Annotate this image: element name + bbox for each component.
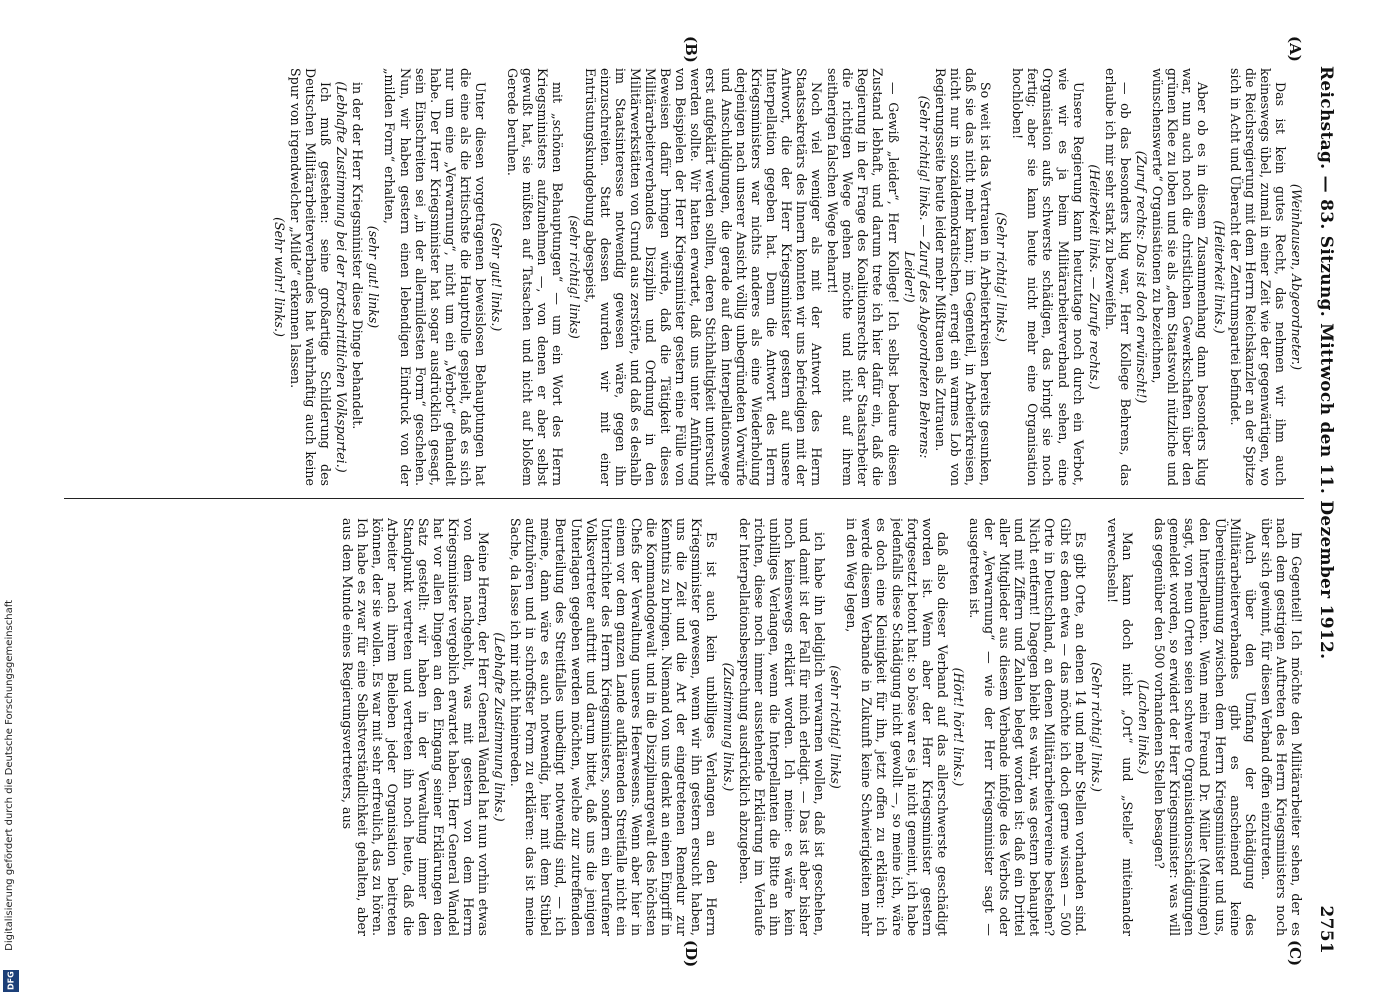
margin-marker-b: (B) (682, 36, 700, 63)
paragraph: (Zustimmung links.) (720, 662, 736, 792)
right-text-column (64, 518, 1304, 936)
paragraph: — Gewiß „leider“, Herr Kollege! Ich selbst bedaure diesen Zustand lebhaft, und darum trete ich hier dafür ein, daß die Regierung in der Frage des Koalitionsrechts der Staatsarbeiter die richtigen Wege gehen möchte und nicht auf ihrem seitherigen falschen Wege beharrt! (825, 68, 901, 486)
paragraph: (Sehr gut! links.) (489, 222, 505, 332)
paragraph: (Lachen links.) (1136, 679, 1152, 775)
margin-marker-c: (C) (1286, 940, 1304, 967)
paragraph: (Sehr richtig! links.) (994, 212, 1010, 342)
paragraph: (Sehr richtig! links.) (1088, 662, 1104, 792)
dfg-logo: DFG (3, 970, 19, 992)
paragraph: Auch über den Umfang der Schädigung des Militärarbeiterverbandes gibt es anscheinend keine Übereinstimmung zwischen dem Herrn Kriegsminister und uns, den Interpellanten. Wenn mein Freund Dr. Müller (Meiningen) sagt, von neun Orten seien schwere Organisationsschädigungen gemeldet worden, so erwidert der Herr Kriegsminister: was will das gegenüber den 500 vorhandenen Stellen besagen? (1152, 518, 1258, 936)
paragraph: (Weinhausen, Abgeordneter.) (1289, 183, 1304, 371)
paragraph: (Sehr richtig! links. — Zuruf des Abgeordneten Behrens: Leider!) (901, 95, 932, 459)
page-number: 2751 (1316, 905, 1336, 954)
digitization-credit (2, 600, 22, 995)
paragraph: — ob das besonders klug war, Herr Kollege Behrens, das erlaube ich mir sehr stark zu bezweifeln. (1102, 68, 1133, 486)
paragraph: Ich muß gestehen: seine großartige Schilderung des Deutschen Militärarbeiterverbandes hat wahrhaftig auch keine Spur von irgendwelcher „Milde“ erkennen lassen. (287, 68, 334, 486)
paragraph: Das ist kein gutes Recht, das nehmen wir ihm auch keineswegs übel, zumal in einer Zeit wie der gegenwärtigen, wo die Reichsregierung mit dem Herrn Reichskanzler an der Spitze sich in Acht und Überacht der Zentrumspartei befindet. (1227, 68, 1288, 486)
paragraph: in der der Herr Kriegsminister diese Dinge behandelt. (350, 82, 366, 430)
paragraph: mit „schönen Behauptungen“ — um ein Wort des Herrn Kriegsministers aufzunehmen —, von denen er aber selbst gewußt hat, sie müßten auf Tatsachen und nicht auf bloßem Gerede beruhen. (505, 68, 566, 486)
paragraph: (sehr richtig! links) (828, 665, 844, 789)
paragraph: daß also dieser Verband auf das allerschwerste geschädigt worden ist. Wenn aber der Herr Kriegsminister gestern fortgesetzt betont hat: so böse war es ja nicht gemeint, ich habe jedenfalls diese Schädigung nicht gewollt —, so meine ich, wäre es doch eine Kleinigkeit für ihn, jetzt offen zu erklären: ich werde diesem Verbande in Zukunft keine Schwierigkeiten mehr in den Weg legen, (844, 518, 950, 936)
paragraph: Noch viel weniger als mit der Antwort des Herrn Staatssekretärs des Innern konnten wir uns befriedigen mit der Antwort, die der Herr Kriegsminister gestern auf unsere Interpellation gegeben hat. Denn die Antwort des Herrn Kriegsministers war nichts anderes als eine Wiederholung derjenigen nach unserer Ansicht völlig unbegründeten Vorwürfe und Anschuldigungen, die gerade auf dem Interpellationswege erst aufgeklärt werden sollten, deren Stichhaltigkeit untersucht werden sollte. Wir hatten erwartet, daß uns unter Anführung von Beispielen der Herr Kriegsminister gestern eine Fülle von Beweisen dafür bringen würde, daß die Tätigkeit dieses Militärarbeiterverbandes Disziplin und Ordnung in den Militärwerkstätten von Grund aus zerstörte, und daß es deshalb im Staatsinteresse notwendig gewesen wäre, gegen ihn einzuschreiten. Statt dessen wurden wir mit einer Entrüstungskundgebung abgespeist, (582, 68, 825, 486)
paragraph: (Lebhafte Zustimmung bei der Fortschrittlichen Volkspartei.) (334, 81, 350, 473)
paragraph: (Lebhafte Zustimmung links.) (492, 632, 508, 822)
paragraph: Unsere Regierung kann heutzutage noch durch ein Verbot, wie wir es ja beim Militärarbeiterverband sehen, eine Organisation aufs schwerste schädigen, das bringt sie noch fertig; aber sie kann heute nicht mehr eine Organisation hochloben! (1010, 68, 1086, 486)
margin-marker-a: (A) (1286, 36, 1304, 62)
paragraph: Unter diesen vorgetragenen beweislosen Behauptungen hat die eine als die kritischste die Hauptrolle gespielt, daß es sich nur um eine „Verwarnung“, nicht um ein „Verbot“ gehandelt habe. Der Herr Kriegsminister hat sogar ausdrücklich gesagt, sein Einschreiten sei „in der allermildesten Form“ geschehen. Nun, wir haben gestern einen lebendigen Eindruck von der „milden Form“ erhalten, (382, 68, 489, 486)
paragraph: So weit ist das Vertrauen in Arbeiterkreisen bereits gesunken, daß sie das nicht mehr kann; im Gegenteil, in Arbeiterkreisen, nicht nur in sozialdemokratischen, erregt ein warmes Lob von Regierungsseite heute leider mehr Mißtrauen als Zutrauen. (932, 68, 994, 486)
paragraph: (Heiterkeit links.) (1211, 220, 1227, 334)
paragraph: Aber ob es in diesem Zusammenhang dann besonders klug war, nun auch noch die christlichen Gewerkschaften über den grünen Klee zu loben und sie als „dem Staatswohl nützliche und wünschenswerte“ Organisationen zu bezeichnen, (1150, 68, 1211, 486)
page-header (1312, 58, 1340, 958)
paragraph: (Hört! hört! links.) (950, 667, 966, 787)
paragraph: (sehr gut! links) (366, 225, 382, 329)
paragraph: Man kann doch nicht „Ort“ und „Stelle“ miteinander verwechseln! (1104, 518, 1135, 936)
margin-marker-d: (D) (682, 940, 700, 968)
credit-text: Digitalisierung gefördert durch die Deutsche Forschungsgemeinschaft (4, 600, 15, 951)
paragraph: ich habe ihn lediglich verwarnen wollen, daß ist geschehen, und damit ist der Fall für mich erledigt. — Das ist aber bisher noch keineswegs erklärt worden. Ich meine: es wäre kein unbilliges Verlangen, wenn die Interpellanten die Bitte an ihn richten, diese noch immer ausstehende Erklärung im Verlaufe der Interpellationsbesprechung ausdrücklich abzugeben. (736, 518, 828, 936)
paragraph: (Sehr wahr! links.) (271, 217, 287, 337)
page-title: Reichstag. — 83. Sitzung. Mittwoch den 11. Dezember 1912. (1316, 66, 1336, 660)
rotated-page (50, 36, 1340, 968)
paragraph: (Heiterkeit links. — Zurufe rechts.) (1086, 164, 1102, 390)
paragraph: Meine Herren, der Herr General Wandel hat nun vorhin etwas von dem nachgeholt, was mit gestern von dem Herrn Kriegsminister vergeblich erwartet haben. Herr General Wandel hat vor allen Dingen an den Eingang seiner Erklärungen den Satz gestellt: wir haben in der Verwaltung immer den Standpunkt vertreten und vertreten ihn noch heute, daß die Arbeiter nach ihrem Belieben jeder Organisation beitreten können, der sie wollen. Es war mit sehr erfreulich, das zu hören. Ich habe es zwar für eine Selbstverständlichkeit gehalten, aber aus dem Munde eines Regierungsvertreters, aus (340, 518, 492, 936)
paragraph: Es ist auch kein unbilliges Verlangen an den Herrn Kriegsminister gewesen, wenn wir ihn gestern ersucht haben, uns die Zeit und die Art der eingetretenen Remedur zur Kenntnis zu bringen. Niemand von uns denkt an einen Eingriff in die Kommandogewalt und in die Disziplinargewalt des höchsten Chefs der Verwaltung unseres Heerwesens. Wenn aber hier in einem vor dem ganzen Lande aufklärenden Streitfalle nicht ein Unterrichter des Herrn Kriegsministers, sondern ein berufener Volksvertreter auftritt und darum bittet, daß uns die jenigen Unterlagen gegeben werden möchten, welche zur zutreffenden Beurteilung des Streitfalles unbedingt notwendig sind, — ich meine, dann wäre es auch notwendig, hier mit dem Stübel aufzuhören und in schroffster Form zu erklären: das ist meine Sache, da lasse ich mir nicht hineinreden. (508, 518, 720, 936)
paragraph: Im Gegenteil! Ich möchte den Militärarbeiter sehen, der es nach dem gestrigen Auftreten des Herrn Kriegsministers noch über sich gewinnt, für diesen Verband offen einzutreten. (1258, 518, 1304, 936)
paragraph: Es gibt Orte, an denen 14 und mehr Stellen vorhanden sind. Gibt es denn etwa — das möchte ich doch gerne wissen — 500 Orte in Deutschland, an denen Militärarbeitervereine bestehen? Nicht entfernt! Dagegen bleibt es wahr, was gestern behauptet und mit Ziffern und Zahlen belegt worden ist: daß ein Drittel aller Mitglieder aus diesem Verbande infolge des Verbots oder der „Verwarnung“ — wie der Herr Kriegsminister sagt — ausgetreten ist. (967, 518, 1088, 936)
paragraph: (sehr richtig! links) (566, 215, 582, 339)
paragraph: (Zuruf rechts: Das ist doch erwünscht!) (1134, 150, 1150, 404)
column-divider (64, 498, 1304, 499)
left-text-column (64, 68, 1304, 486)
